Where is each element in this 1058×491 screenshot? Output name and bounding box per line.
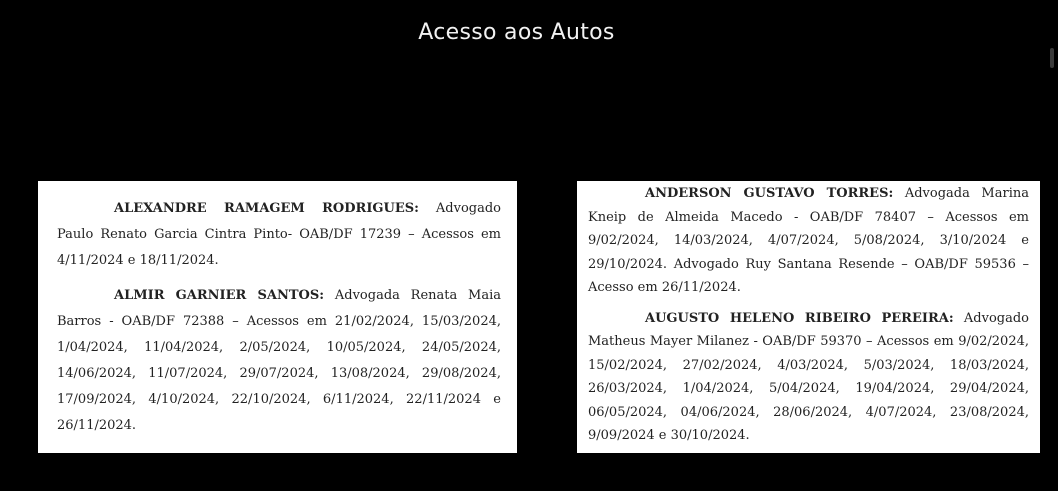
right-document-panel [577,181,1040,453]
page-title: Acesso aos Autos [418,20,615,45]
entry-text: Advogado Matheus Mayer Milanez - OAB/DF 59370 – Acessos em 9/02/2024, 15/02/2024, 27/02/2024, 4/03/2024, 5/03/2024, 18/03/2024, 26/03/2024, 1/04/2024, 5/04/2024, 19/04/2024, 29/04/2024, 06/05/2024, 04/06/2024, 28/06/2024, 4/07/2024, 23/08/2024, 9/09/2024 e 30/10/2024. [588,310,1029,443]
entry-text: Advogado Paulo Renato Garcia Cintra Pinto- OAB/DF 17239 – Acessos em 4/11/2024 e 18/11/2024. [57,201,501,268]
entry-paragraph [38,196,501,274]
entry-name: ALMIR GARNIER SANTOS: [114,288,325,303]
entry-name: ALEXANDRE RAMAGEM RODRIGUES: [114,201,419,216]
entry-paragraph [588,307,1029,448]
entry-paragraph [588,182,1029,300]
entry-name: AUGUSTO HELENO RIBEIRO PEREIRA: [645,310,954,326]
left-document-panel [38,181,517,453]
entry-paragraph [38,283,501,439]
scrollbar-thumb[interactable] [1050,48,1054,68]
entry-text: Advogada Renata Maia Barros - OAB/DF 72388 – Acessos em 21/02/2024, 15/03/2024, 1/04/2024, 11/04/2024, 2/05/2024, 10/05/2024, 24/05/2024, 14/06/2024, 11/07/2024, 29/07/2024, 13/08/2024, 29/08/2024, 17/09/2024, 4/10/2024, 22/10/2024, 6/11/2024, 22/11/2024 e 26/11/2024. [57,288,502,433]
entry-name: ANDERSON GUSTAVO TORRES: [645,186,894,201]
entry-text: Advogada Marina Kneip de Almeida Macedo - OAB/DF 78407 – Acessos em 9/02/2024, 14/03/2024, 4/07/2024, 5/08/2024, 3/10/2024 e 29/10/2024. Advogado Ruy Santana Resende – OAB/DF 59536 – Acesso em 26/11/2024. [588,186,1029,295]
